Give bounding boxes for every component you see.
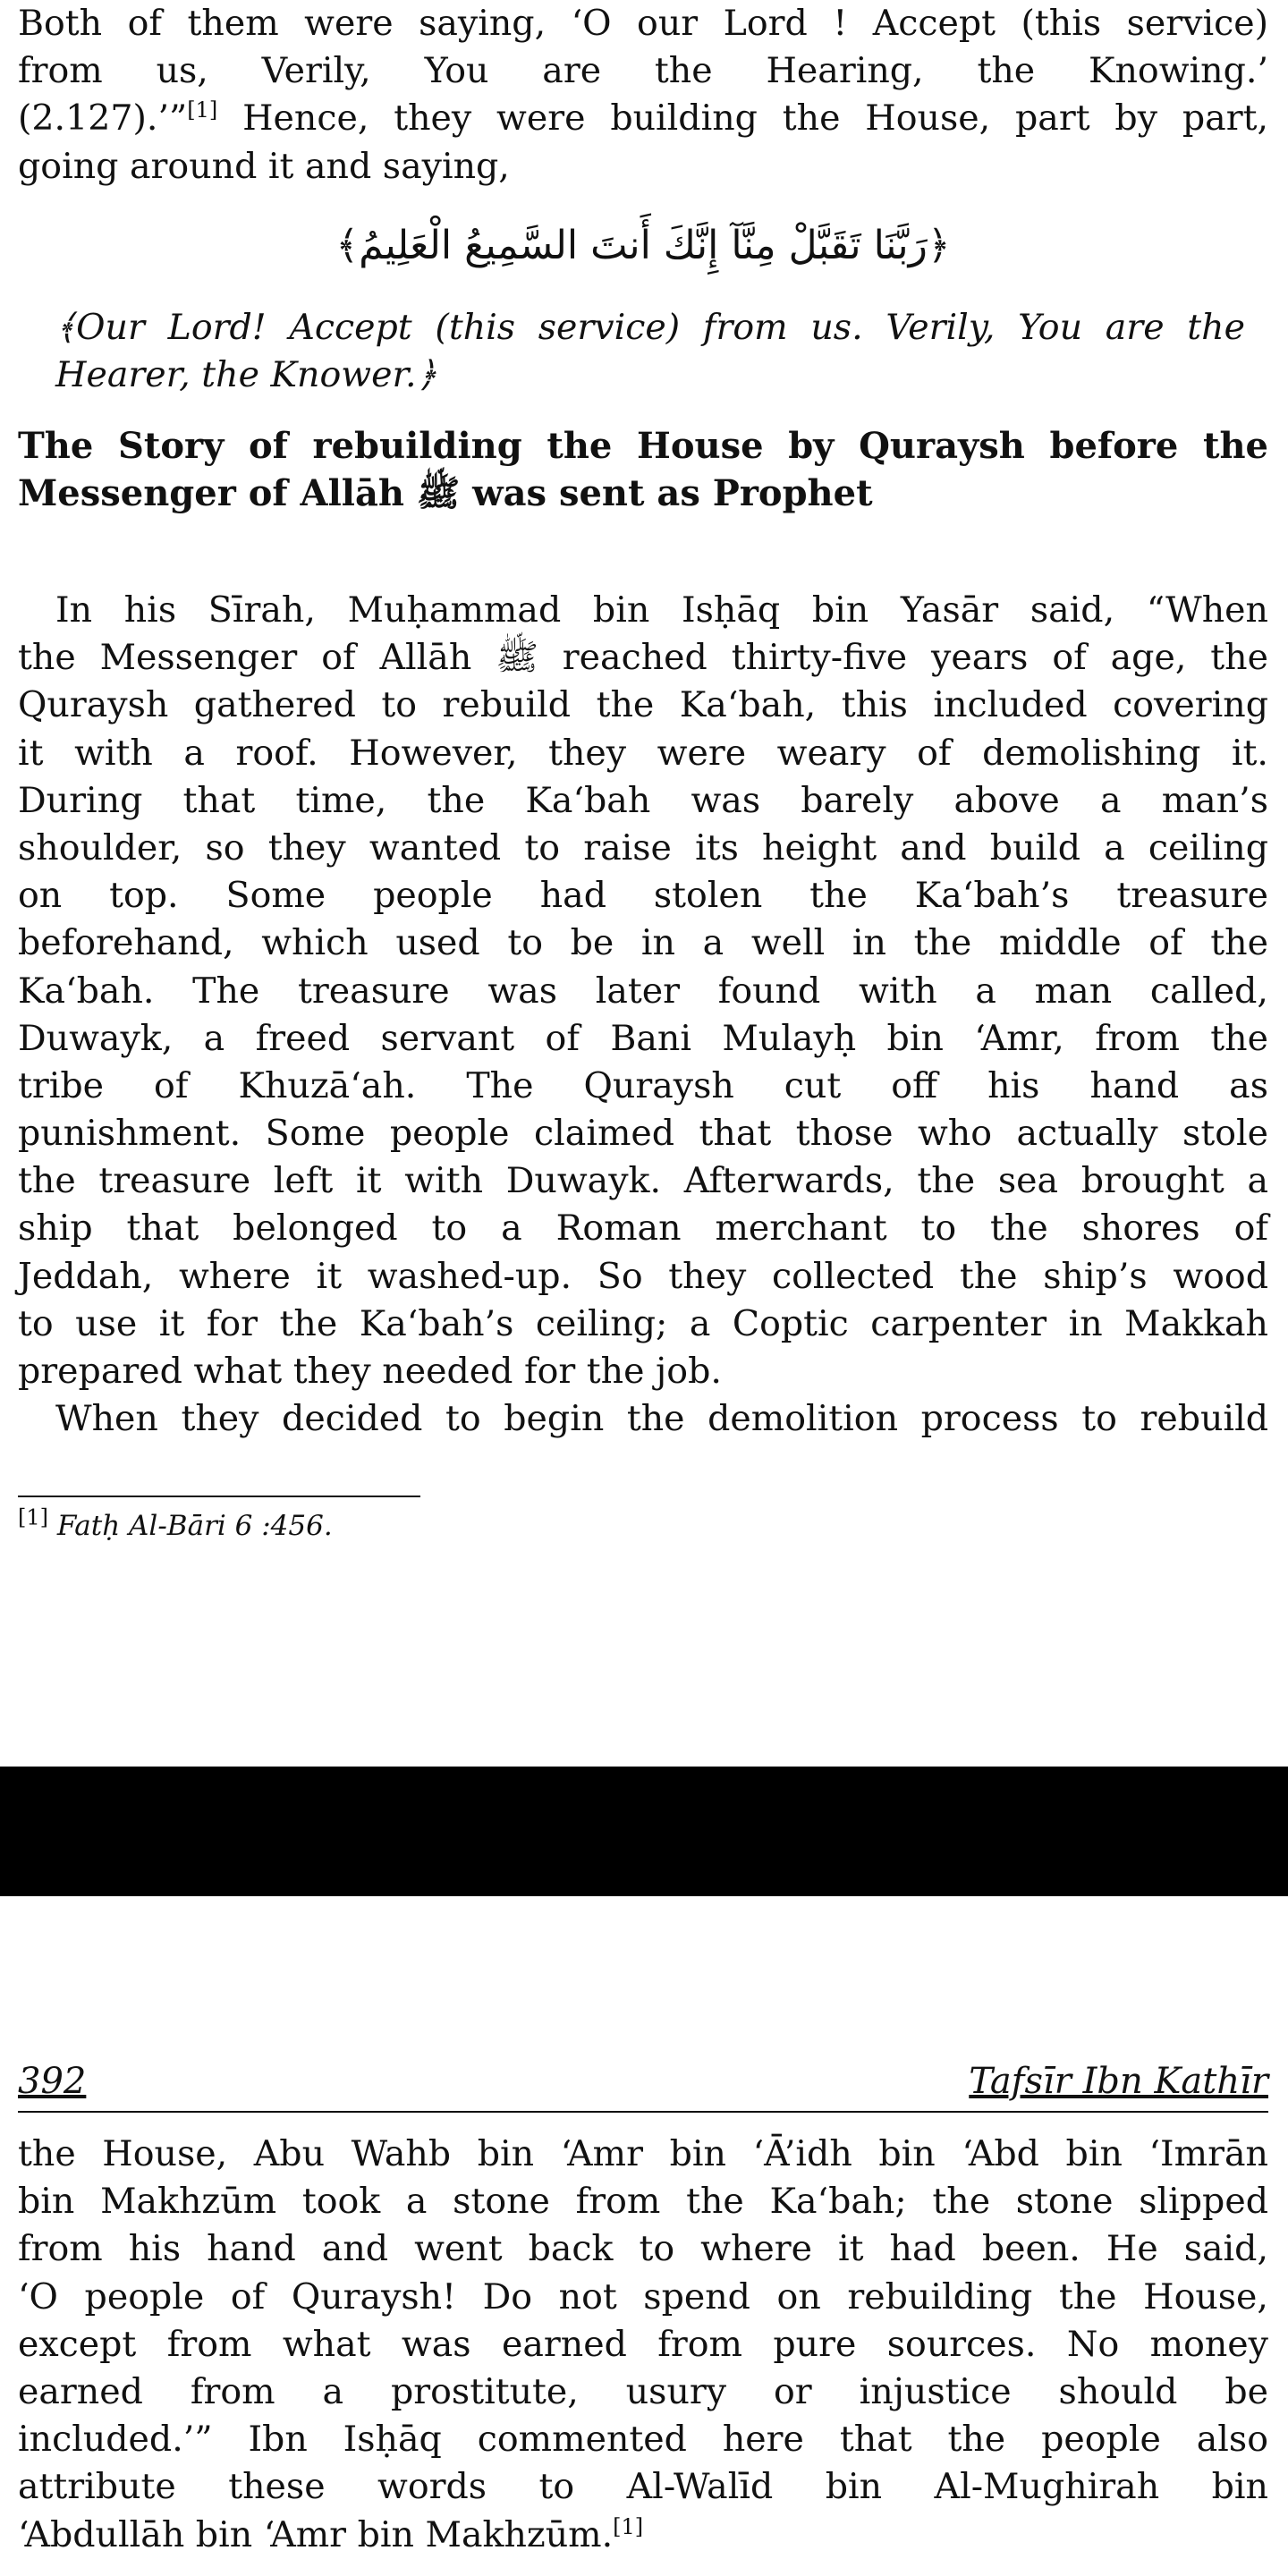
text-line: ‘O people of Quraysh! Do not spend on rebuilding the House, bbox=[18, 2275, 1268, 2318]
text-line: the House, Abu Wahb bin ‘Amr bin ‘Ā’idh bin ‘Abd bin ‘Imrān bbox=[18, 2133, 1268, 2174]
text-line: Jeddah, where it washed-up. So they collected the ship’s wood bbox=[18, 1255, 1268, 1297]
text-line: earned from a prostitute, usury or injustice should be bbox=[18, 2370, 1268, 2412]
body-paragraph bbox=[18, 587, 1268, 1443]
text-line: Duwayk, a freed servant of Bani Mulayḥ bin ‘Amr, from the bbox=[18, 1017, 1268, 1059]
text-line: from his hand and went back to where it had been. He said, bbox=[18, 2228, 1268, 2270]
page-separator-band bbox=[0, 1767, 1288, 1896]
verse-reference: (2.127).’” bbox=[18, 97, 188, 140]
verse-translation bbox=[55, 304, 1245, 399]
heading-line: The Story of rebuilding the House by Quraysh before the bbox=[18, 425, 1268, 467]
body-paragraph bbox=[18, 2131, 1268, 2559]
text-line: included.’” Ibn Isḥāq commented here that the people also bbox=[18, 2419, 1268, 2461]
text-line: bin Makhzūm took a stone from the Ka‘bah; the stone slipped bbox=[18, 2181, 1268, 2223]
footnote-marker[interactable]: [1] bbox=[187, 97, 218, 123]
text-line: shoulder, so they wanted to raise its height and build a ceiling bbox=[18, 826, 1268, 869]
text-line: In his Sīrah, Muḥammad bin Isḥāq bin Yasār said, “When bbox=[55, 589, 1268, 631]
footnote-text: Fatḥ Al-Bāri 6 :456. bbox=[56, 1510, 333, 1542]
text-line: Hearer, the Knower.﴿ bbox=[55, 354, 437, 396]
text-line: Ka‘bah. The treasure was later found with a man called, bbox=[18, 970, 1268, 1012]
header-rule bbox=[18, 2111, 1268, 2113]
text-line: Hence, they were building the House, part by part, bbox=[242, 97, 1269, 140]
page-number: 392 bbox=[18, 2061, 87, 2102]
text-line: it with a roof. However, they were weary of demolishing it. bbox=[18, 732, 1268, 774]
footnote bbox=[18, 1504, 333, 1542]
running-header bbox=[18, 2057, 1268, 2114]
text-line: ‘Abdullāh bin ‘Amr bin Makhzūm. bbox=[18, 2513, 614, 2555]
text-line: punishment. Some people claimed that those who actually stole bbox=[18, 1113, 1268, 1155]
footnote-marker[interactable]: [1] bbox=[613, 2513, 644, 2539]
text-line: tribe of Khuzā‘ah. The Quraysh cut off his hand as bbox=[18, 1064, 1268, 1106]
text-line: the Messenger of Allāh ﷺ reached thirty-five years of age, the bbox=[18, 637, 1268, 679]
text-line: beforehand, which used to be in a well in the middle of the bbox=[18, 922, 1268, 964]
text-line: ﴾Our Lord! Accept (this service) from us. Verily, You are the bbox=[55, 307, 1245, 348]
arabic-verse: ﴿رَبَّنَا تَقَبَّلْ مِنَّآ إِنَّكَ أَنتَ السَّمِيعُ الْعَلِيمُ﴾ bbox=[335, 223, 951, 268]
text-line: attribute these words to Al-Walīd bin Al-Mughirah bin bbox=[18, 2466, 1268, 2508]
citation-line bbox=[18, 95, 1268, 142]
last-text-line bbox=[18, 2512, 1268, 2559]
text-line: to use it for the Ka‘bah’s ceiling; a Coptic carpenter in Makkah bbox=[18, 1302, 1268, 1344]
text-line: except from what was earned from pure sources. No money bbox=[18, 2323, 1268, 2365]
heading-line: Messenger of Allāh ﷺ was sent as Prophet bbox=[18, 472, 873, 515]
running-title: Tafsīr Ibn Kathīr bbox=[969, 2061, 1268, 2102]
text-line: When they decided to begin the demolition process to rebuild bbox=[55, 1398, 1268, 1440]
text-line: going around it and saying, bbox=[18, 145, 510, 187]
text-line: Both of them were saying, ‘O our Lord ! Accept (this service) bbox=[18, 3, 1268, 44]
text-line: on top. Some people had stolen the Ka‘bah’s treasure bbox=[18, 875, 1268, 917]
section-heading bbox=[18, 422, 1268, 517]
text-line: the treasure left it with Duwayk. Afterwards, the sea brought a bbox=[18, 1160, 1268, 1202]
text-line: prepared what they needed for the job. bbox=[18, 1351, 722, 1392]
text-line: from us, Verily, You are the Hearing, the Knowing.’ bbox=[18, 50, 1268, 92]
text-line: During that time, the Ka‘bah was barely above a man’s bbox=[18, 779, 1268, 821]
text-line: ship that belonged to a Roman merchant to the shores of bbox=[18, 1208, 1268, 1250]
intro-paragraph bbox=[18, 0, 1268, 191]
footnote-marker: [1] bbox=[18, 1504, 48, 1530]
text-line: Quraysh gathered to rebuild the Ka‘bah, this included covering bbox=[18, 684, 1268, 726]
footnote-divider bbox=[18, 1496, 420, 1497]
